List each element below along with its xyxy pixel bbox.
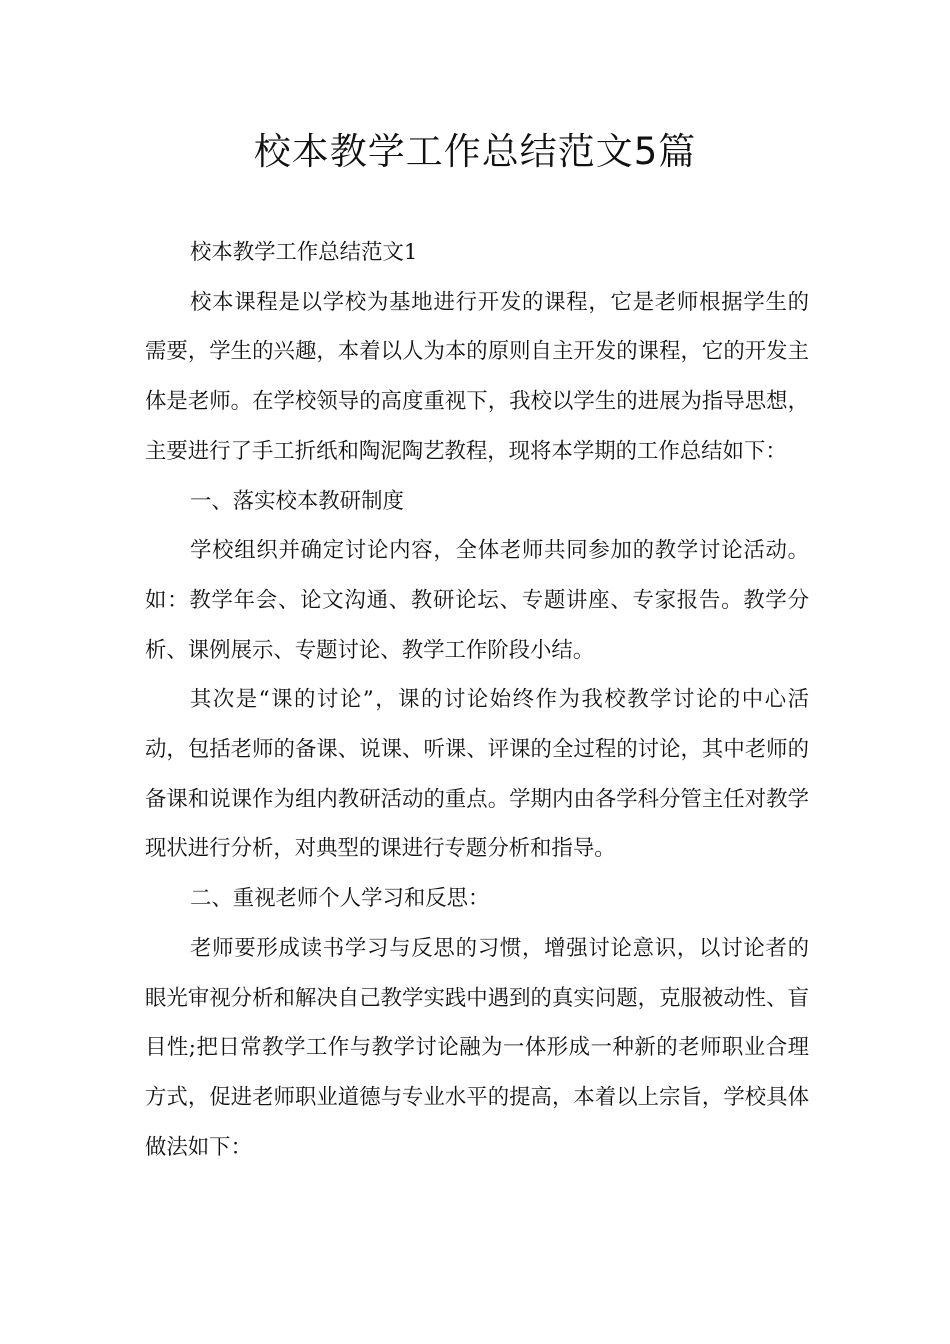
body-paragraph-lesson-discussion: 其次是“课的讨论”，课的讨论始终作为我校教学讨论的中心活动，包括老师的备课、说课、听课、评课的全过程的讨论，其中老师的备课和说课作为组内教研活动的重点。学期内由各学科分管主任对教学现状进行分析，对典型的课进行专题分析和指导。	[145, 687, 809, 862]
document-body	[145, 228, 809, 1172]
body-paragraph-teacher-reflection: 老师要形成读书学习与反思的习惯，增强讨论意识，以讨论者的眼光审视分析和解决自己教学实践中遇到的真实问题，克服被动性、盲目性;把日常教学工作与教学讨论融为一体形成一种新的老师职业合理方式，促进老师职业道德与专业水平的提高，本着以上宗旨，学校具体做法如下：	[145, 935, 809, 1160]
section-heading-1: 一、落实校本教研制度	[189, 488, 404, 514]
body-paragraph-research-activities: 学校组织并确定讨论内容，全体老师共同参加的教学讨论活动。如：教学年会、论文沟通、教研论坛、专题讲座、专家报告。教学分析、课例展示、专题讨论、教学工作阶段小结。	[145, 538, 809, 663]
body-paragraph-intro: 校本课程是以学校为基地进行开发的课程，它是老师根据学生的需要，学生的兴趣，本着以人为本的原则自主开发的课程，它的开发主体是老师。在学校领导的高度重视下，我校以学生的进展为指导思想，主要进行了手工折纸和陶泥陶艺教程，现将本学期的工作总结如下：	[145, 289, 809, 464]
section-heading-2: 二、重视老师个人学习和反思：	[189, 886, 490, 912]
section-heading-essay-1: 校本教学工作总结范文1	[189, 240, 418, 265]
document-title: 校本教学工作总结范文5篇	[253, 130, 697, 173]
